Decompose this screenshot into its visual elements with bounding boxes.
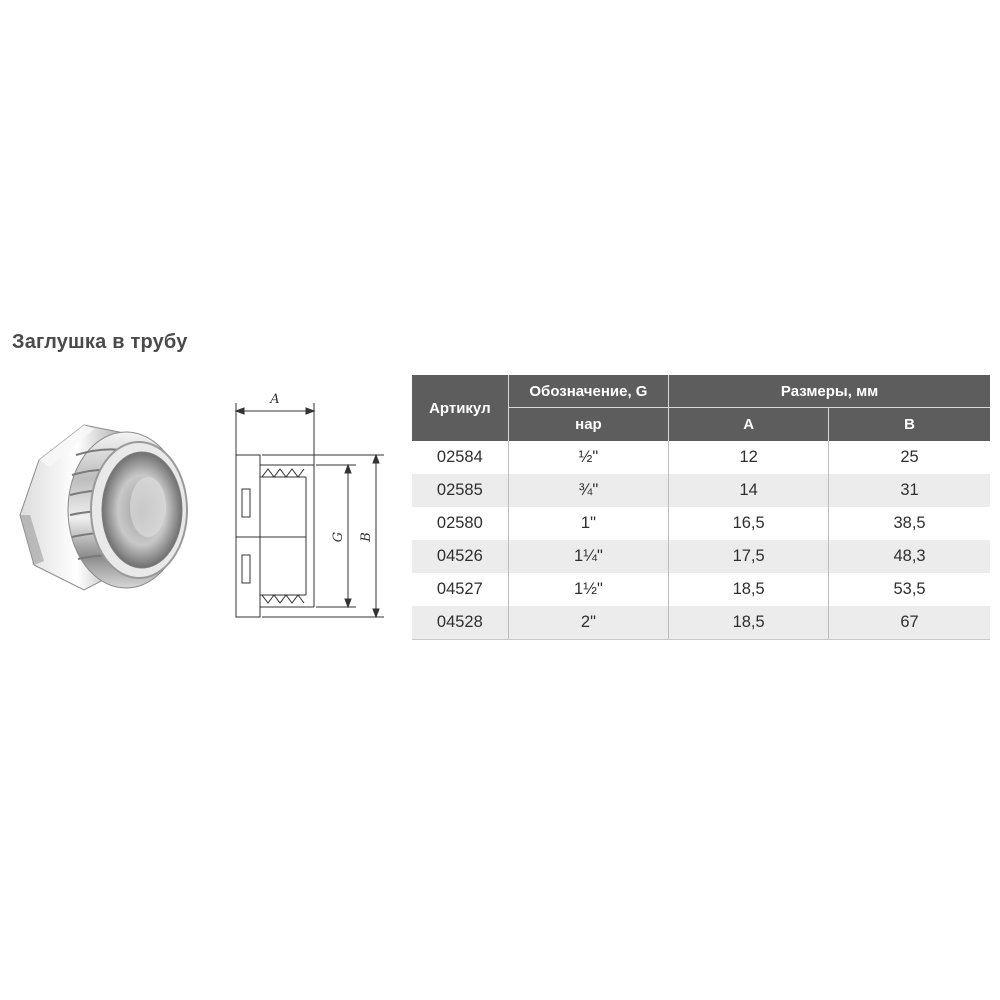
header-col-b: B: [829, 408, 990, 442]
header-col-a: A: [669, 408, 829, 442]
cell-article: 02580: [436, 514, 483, 532]
cell-b: 25: [829, 441, 990, 474]
cell-a: 18,5: [669, 606, 829, 640]
table-row: [412, 573, 990, 606]
cell-g: 1¼": [508, 540, 668, 573]
table-row: [412, 606, 990, 640]
dimension-b-label: B: [359, 532, 374, 542]
header-sizes: Размеры, мм: [669, 375, 990, 408]
cell-g: ¾": [508, 474, 668, 507]
pipe-plug-photo-icon: [14, 415, 192, 595]
page-title: Заглушка в трубу: [12, 331, 188, 353]
cell-g: 1½": [508, 573, 668, 606]
cell-article: 04526: [412, 540, 508, 573]
cell-b: 48,3: [829, 540, 990, 573]
cell-a: 12: [669, 441, 829, 474]
cell-b: 67: [829, 606, 990, 640]
cell-article: 02584: [436, 448, 483, 466]
cell-b: 31: [829, 474, 990, 507]
spec-table: [412, 375, 990, 640]
cell-b: 53,5: [829, 573, 990, 606]
table-row: [412, 474, 990, 507]
cell-a: 18,5: [669, 573, 829, 606]
cell-article: 04527: [436, 580, 483, 598]
technical-drawing-icon: [222, 385, 392, 625]
header-article: Артикул: [412, 375, 508, 441]
dimension-a-label: A: [270, 392, 280, 407]
cell-article: 02585: [412, 474, 508, 507]
cell-g: 2": [508, 606, 668, 640]
cell-a: 17,5: [669, 540, 829, 573]
table-row: [412, 540, 990, 573]
table-row: [412, 507, 990, 540]
cell-article: 04528: [412, 606, 508, 640]
cell-a: 14: [669, 474, 829, 507]
table-row: [412, 441, 990, 474]
header-designation: Обозначение, G: [508, 375, 668, 408]
cell-a: 16,5: [669, 507, 829, 540]
dimension-g-label: G: [331, 531, 346, 543]
header-designation-sub: нар: [508, 408, 668, 442]
cell-g: 1": [508, 507, 668, 540]
cell-g: ½": [508, 441, 668, 474]
cell-b: 38,5: [829, 507, 990, 540]
